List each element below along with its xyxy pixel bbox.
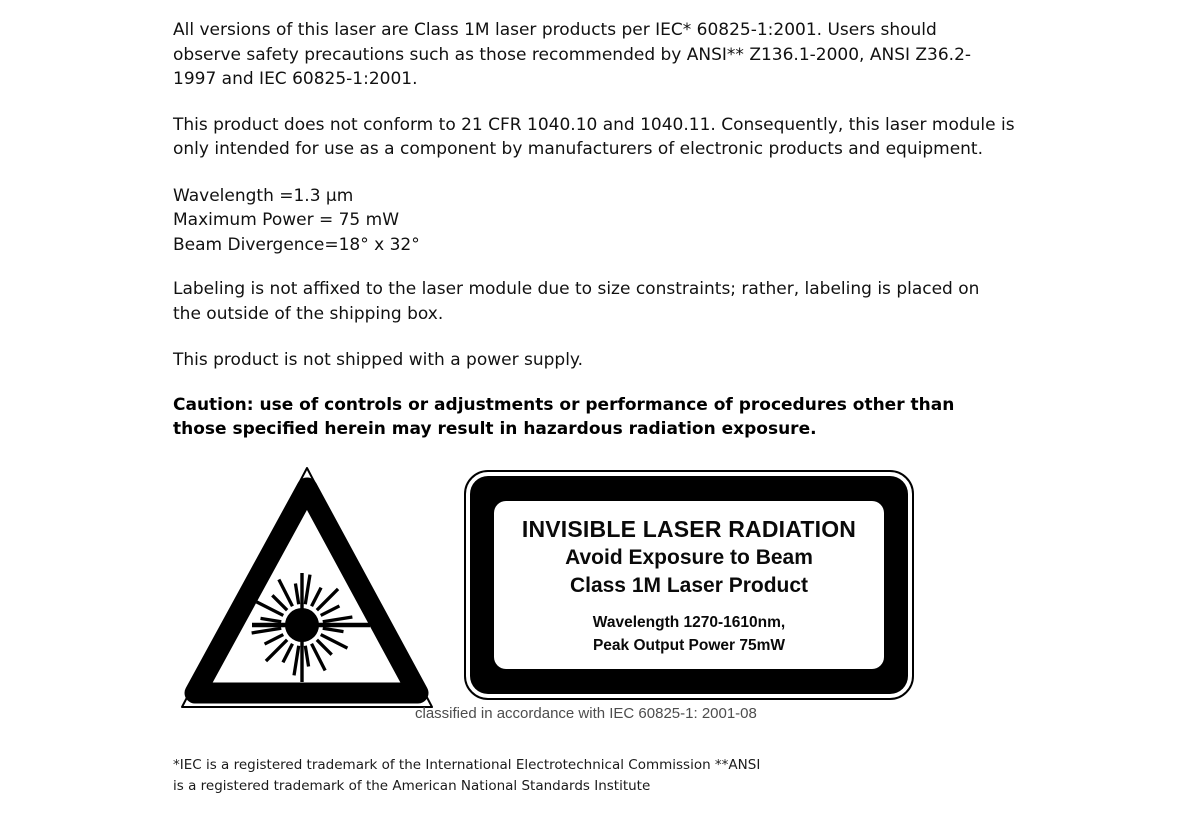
warning-label-border (470, 476, 908, 694)
paragraph-labeling (173, 277, 1186, 326)
spec-beam-divergence: Beam Divergence=18° x 32° (173, 234, 420, 255)
paragraph-power-supply (173, 348, 1186, 373)
label-title: INVISIBLE LASER RADIATION (521, 515, 857, 542)
label-line-avoid: Avoid Exposure to Beam (565, 545, 813, 569)
warning-figures (173, 463, 1186, 715)
paragraph-line: observe safety precautions such as those recommended by ANSI** Z136.1-2000, ANSI Z36.2- (173, 44, 972, 65)
spec-wavelength: Wavelength =1.3 μm (173, 185, 354, 206)
paragraph-class-1m (173, 18, 1186, 92)
warning-label-text-area (494, 501, 884, 669)
footnote-line: *IEC is a registered trademark of the International Electrotechnical Commission **ANSI (173, 756, 761, 773)
caution-line: those specified herein may result in hazardous radiation exposure. (173, 419, 817, 439)
paragraph-line: the outside of the shipping box. (173, 303, 444, 324)
caution-statement (173, 393, 1186, 442)
trademark-footnote (173, 755, 1186, 798)
paragraph-line: This product does not conform to 21 CFR 1040.10 and 1040.11. Consequently, this laser module is (173, 114, 1015, 135)
laser-hazard-triangle-icon (178, 463, 436, 715)
paragraph-line: only intended for use as a component by manufacturers of electronic products and equipment. (173, 139, 983, 159)
label-peak-power: Peak Output Power 75mW (592, 636, 786, 654)
paragraph-line: This product is not shipped with a power supply. (173, 350, 583, 370)
spec-list (173, 184, 1186, 258)
spec-max-power: Maximum Power = 75 mW (173, 210, 400, 230)
caution-line: Caution: use of controls or adjustments or performance of procedures other than (173, 394, 955, 415)
laser-warning-label (464, 470, 914, 700)
paragraph-line: Labeling is not affixed to the laser module due to size constraints; rather, labeling is placed on (173, 279, 980, 299)
paragraph-cfr-conformance (173, 113, 1186, 162)
paragraph-line: All versions of this laser are Class 1M laser products per IEC* 60825-1:2001. Users should (173, 20, 937, 40)
paragraph-line: 1997 and IEC 60825-1:2001. (173, 69, 418, 89)
label-line-class: Class 1M Laser Product (569, 573, 809, 597)
footnote-line: is a registered trademark of the American National Standards Institute (173, 778, 651, 794)
label-wavelength: Wavelength 1270-1610nm, (592, 613, 786, 631)
label-classification-caption: classified in accordance with IEC 60825-1: 2001-08 (415, 704, 757, 722)
